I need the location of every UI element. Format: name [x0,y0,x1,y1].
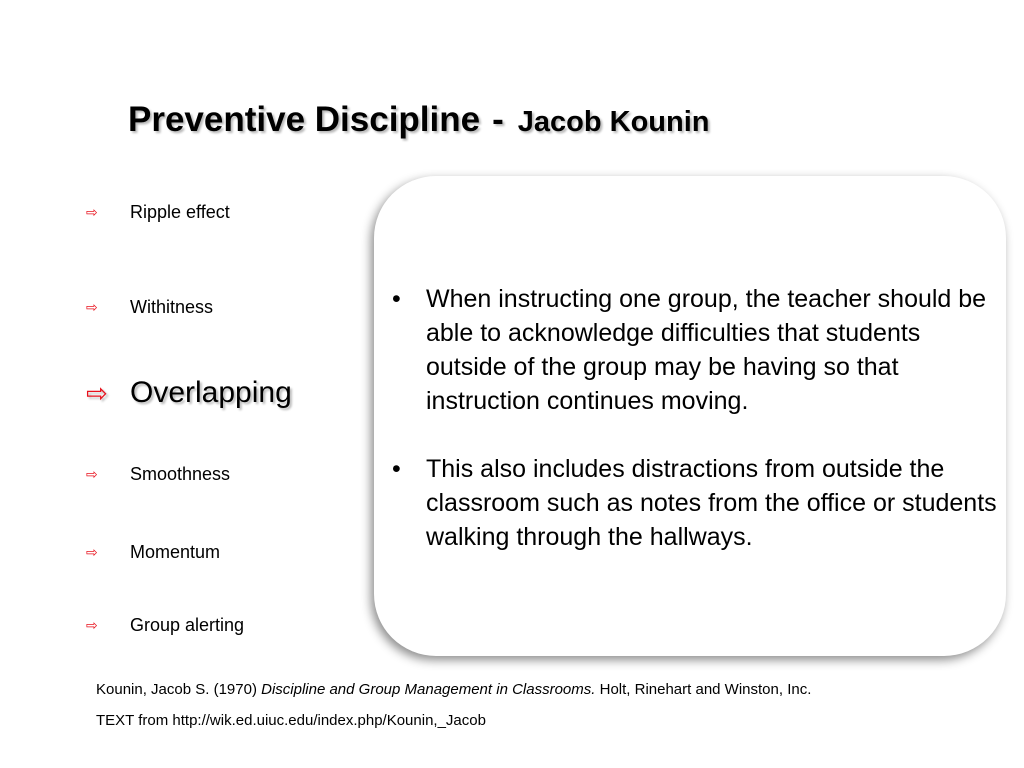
arrow-bullet-icon: ⇨ [86,205,98,222]
callout-bullet-text: This also includes distractions from outside the classroom such as notes from the office or students walking through the hallways. [426,455,997,551]
bullet-dot-icon: • [392,455,401,483]
arrow-bullet-icon: ⇨ [86,545,98,562]
text-source: TEXT from http://wik.ed.uiuc.edu/index.php/Kounin,_Jacob [96,712,486,729]
arrow-bullet-icon: ⇨ [86,300,98,317]
title-main: Preventive Discipline [128,100,481,139]
list-item-label: Withitness [130,297,214,317]
list-item-label: Ripple effect [130,202,230,222]
bullet-dot-icon: • [392,285,401,313]
list-item-overlapping [86,376,292,410]
list-item-momentum [86,542,220,563]
citation-prefix: Kounin, Jacob S. (1970) [96,681,262,698]
citation [96,681,811,698]
list-item-label: Group alerting [130,615,245,635]
arrow-bullet-icon: ⇨ [86,467,98,484]
list-item-label: Smoothness [130,464,231,484]
callout-bullet [392,452,1002,554]
list-item-label: Momentum [130,542,221,562]
citation-title: Discipline and Group Management in Classrooms. [261,681,596,698]
callout-bullet-list [392,282,1002,588]
slide-title [128,100,710,140]
arrow-bullet-icon: ⇨ [86,618,98,635]
list-item-withitness [86,297,213,318]
callout-bullet [392,282,1002,418]
arrow-bullet-icon: ⇨ [86,379,108,410]
list-item-ripple-effect [86,202,230,223]
citation-suffix: Holt, Rinehart and Winston, Inc. [595,681,812,698]
list-item-smoothness [86,464,230,485]
callout-bullet-text: When instructing one group, the teacher should be able to acknowledge difficulties that students outside of the group may be having so that instruction continues moving. [426,285,987,415]
list-item-label: Overlapping [130,376,292,409]
list-item-group-alerting [86,615,244,636]
title-separator: - [492,100,504,139]
title-subtitle: Jacob Kounin [517,106,710,138]
callout-box [374,176,1006,656]
